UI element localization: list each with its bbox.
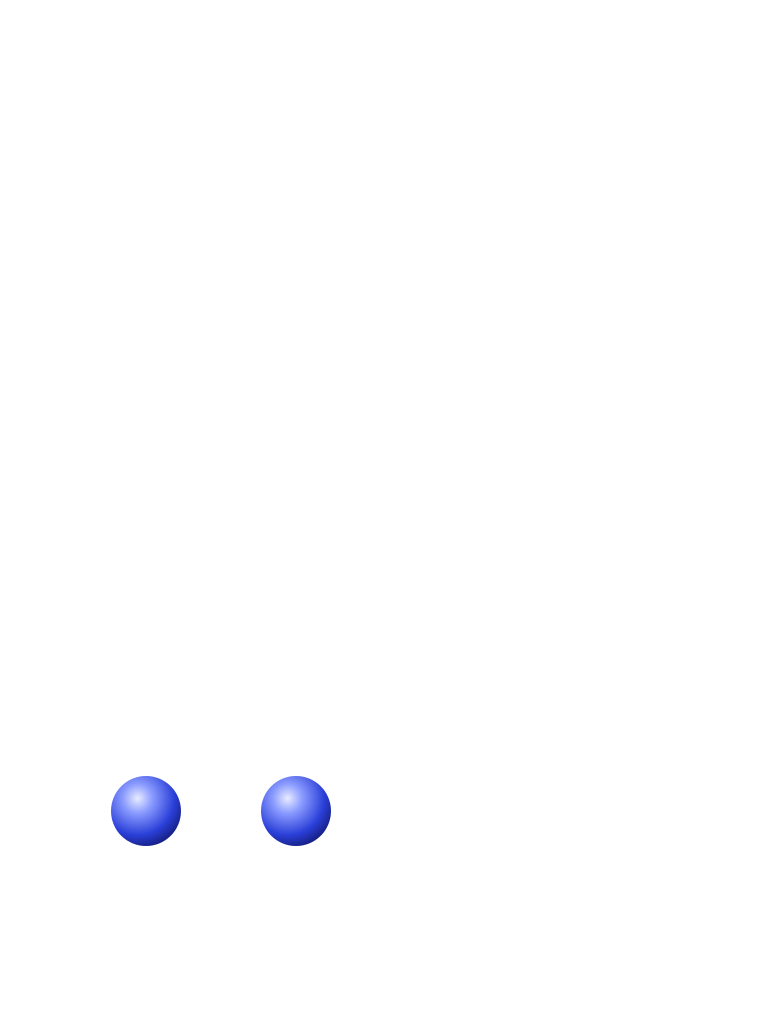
sphere-normal bbox=[111, 776, 181, 846]
normal-state-panel bbox=[104, 710, 181, 846]
meissner-effect-figure bbox=[104, 710, 364, 925]
document-content bbox=[109, 84, 658, 103]
sphere-superconducting bbox=[261, 776, 331, 846]
